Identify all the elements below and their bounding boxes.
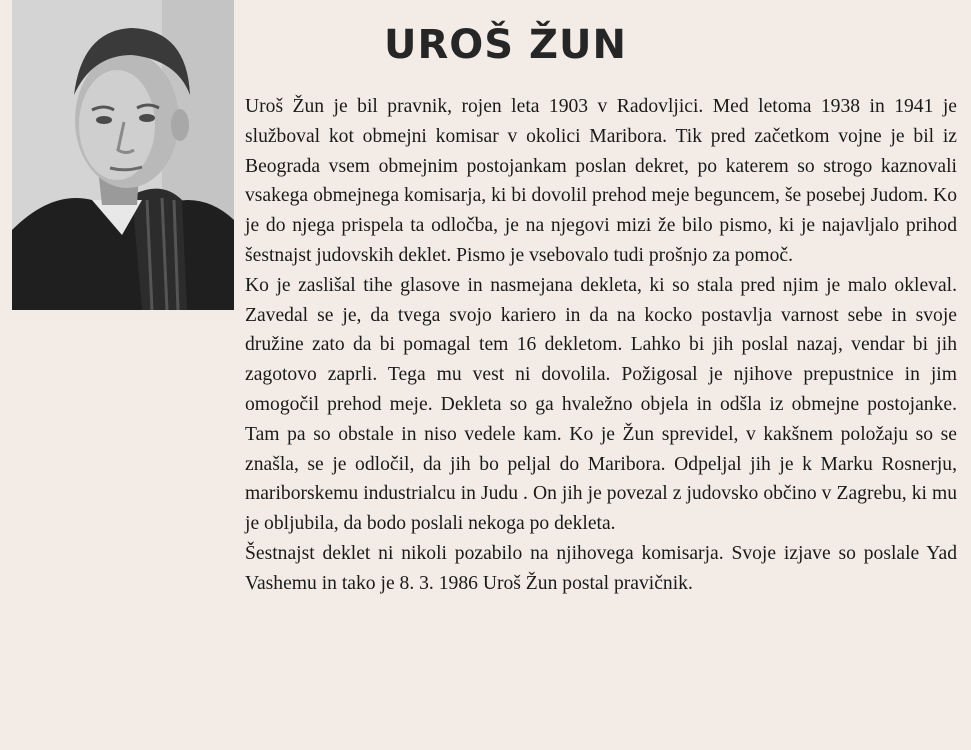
- paragraph: Ko je zaslišal tihe glasove in nasmejana dekleta, ki so stala pred njim je malo okleval. Zavedal se je, da tvega svojo kariero in da na kocko postavlja varnost sebe in svoje družine zato da bi pomagal tem 16 dekletom. Lahko bi jih poslal nazaj, vendar bi jih zagotovo zaprli. Tega mu vest ni dovolila. Požigosal je njihove prepustnice in jim omogočil prehod meje. Dekleta so ga hvaležno objela in odšla iz obmejne postojanke. Tam pa so obstale in niso vedele kam. Ko je Žun sprevidel, v kakšnem položaju so se znašla, se je odločil, da jih bo peljal do Maribora. Odpeljal jih je k Marku Rosnerju, mariborskemu industrialcu in Judu . On jih je povezal z judovsko občino v Zagrebu, ki mu je obljubila, da bodo poslali nekoga po dekleta.: [245, 274, 957, 535]
- portrait-illustration: [12, 0, 234, 310]
- portrait-photo: [12, 0, 234, 310]
- paragraph: Uroš Žun je bil pravnik, rojen leta 1903 v Radovljici. Med letoma 1938 in 1941 je služboval kot obmejni komisar v okolici Maribora. Tik pred začetkom vojne je bil iz Beograda vsem obmejnim postojankam poslan dekret, po katerem so strogo kaznovali vsakega obmejnega komisarja, ki bi dovolil prehod meje beguncem, še posebej Judom. Ko je do njega prispela ta odločba, je na njegovi mizi že bilo pismo, ki je najavljalo prihod šestnajst judovskih deklet. Pismo je vsebovalo tudi prošnjo za pomoč.: [245, 96, 957, 266]
- biography-text: [245, 92, 957, 599]
- paragraph: Šestnajst deklet ni nikoli pozabilo na njihovega komisarja. Svoje izjave so poslale Yad Vashemu in tako je 8. 3. 1986 Uroš Žun postal pravičnik.: [245, 542, 957, 594]
- page-title: UROŠ ŽUN: [384, 22, 627, 68]
